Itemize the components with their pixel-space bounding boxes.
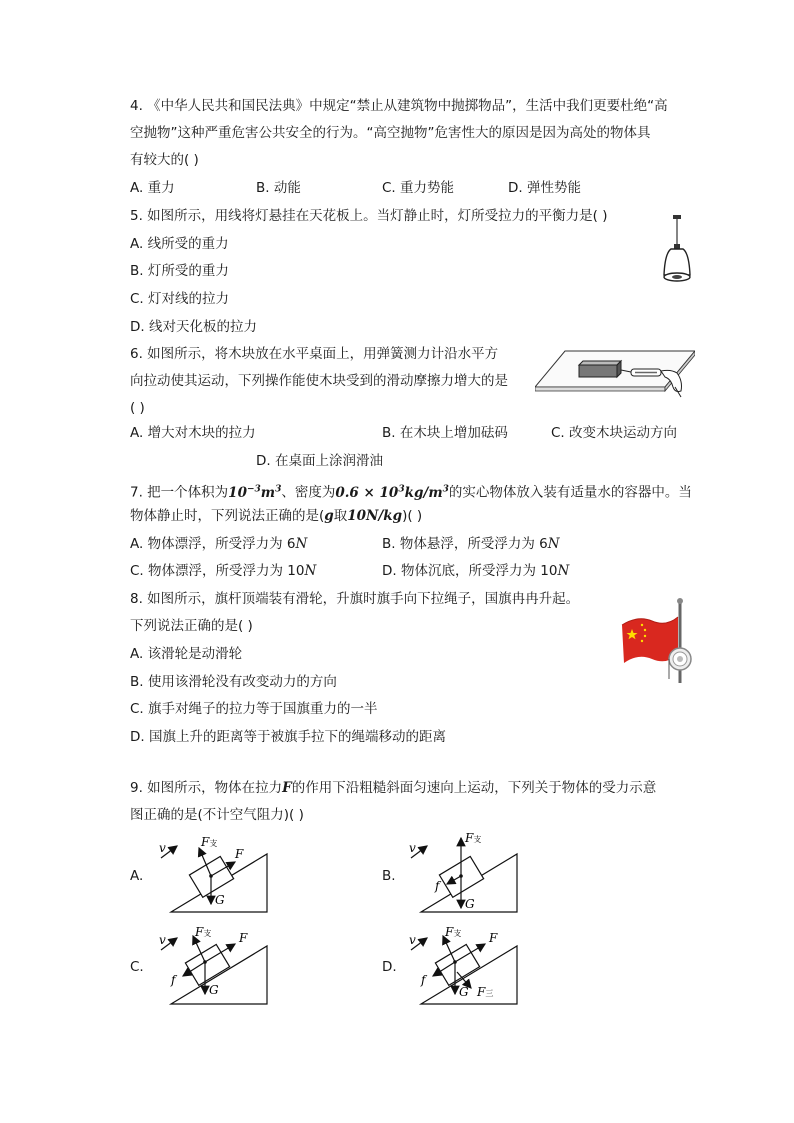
q8-line2: 下列说法正确的是( ) xyxy=(130,618,253,634)
q7-text-part1: 7. 把一个体积为 xyxy=(130,484,229,501)
q7-density-unit-exp: 3 xyxy=(442,484,449,494)
q7-density xyxy=(335,485,449,501)
support-force-label: F支 xyxy=(201,835,218,849)
flag-pulley-figure xyxy=(618,597,694,685)
q7-option-b xyxy=(382,535,560,553)
q4-option-a: A. 重力 xyxy=(130,180,175,196)
q6-line2: 向拉动使其运动，下列操作能使木块受到的滑动摩擦力增大的是 xyxy=(130,373,508,389)
q6-option-d: D. 在桌面上涂润滑油 xyxy=(256,453,383,469)
gravity-label: G xyxy=(459,985,469,999)
q7-option-d-unit: N xyxy=(557,563,570,579)
q6-line1: 6. 如图所示，将木块放在水平桌面上，用弹簧测力计沿水平方 xyxy=(130,346,499,362)
q6-option-a: A. 增大对木块的拉力 xyxy=(130,425,256,441)
q7-line2-c: )( ) xyxy=(402,508,423,524)
q7-line1 xyxy=(130,480,692,502)
q9-option-c-label: C. xyxy=(130,959,144,975)
q7-line2 xyxy=(130,507,422,525)
pressure-force-label: F三 xyxy=(477,985,494,999)
q4-line2: 空抛物”这种严重危害公共安全的行为。“高空抛物”危害性大的原因是因为高处的物体具 xyxy=(130,125,651,141)
q4-line3: 有较大的( ) xyxy=(130,152,199,168)
q5-stem: 5. 如图所示，用线将灯悬挂在天花板上。当灯静止时，灯所受拉力的平衡力是( ) xyxy=(130,208,608,224)
force-diagram-b xyxy=(405,830,525,916)
gravity-label: G xyxy=(215,893,225,907)
force-diagram-a xyxy=(155,830,275,916)
q4-option-b: B. 动能 xyxy=(256,180,301,196)
support-force-label: F支 xyxy=(195,925,212,939)
friction-label: f xyxy=(435,879,440,893)
q9-option-a-label: A. xyxy=(130,868,144,884)
pull-force-label: F xyxy=(235,847,244,861)
q8-option-a: A. 该滑轮是动滑轮 xyxy=(130,646,243,662)
q7-volume-unit: m xyxy=(260,484,276,501)
q9-option-d-label: D. xyxy=(382,959,397,975)
q9-line2: 图正确的是(不计空气阻力)( ) xyxy=(130,807,304,823)
q7-line2-a: 物体静止时，下列说法正确的是( xyxy=(130,508,325,524)
q8-option-d: D. 国旗上升的距离等于被旗手拉下的绳端移动的距离 xyxy=(130,729,446,745)
velocity-label: v xyxy=(409,933,416,947)
q7-line2-b: 取 xyxy=(333,508,348,524)
q7-volume xyxy=(228,485,281,501)
q7-option-b-unit: N xyxy=(547,536,560,552)
q8-option-b: B. 使用该滑轮没有改变动力的方向 xyxy=(130,674,337,690)
q7-volume-unit-exp: 3 xyxy=(275,484,282,494)
q5-option-c: C. 灯对线的拉力 xyxy=(130,291,230,307)
q7-option-c-text: C. 物体漂浮，所受浮力为 10 xyxy=(130,563,305,579)
q7-volume-exp: −3 xyxy=(246,484,261,494)
velocity-label: v xyxy=(159,933,166,947)
force-diagram-c xyxy=(155,922,275,1008)
q7-option-a xyxy=(130,535,307,553)
q7-density-unit: kg/m xyxy=(404,484,443,501)
velocity-label: v xyxy=(159,841,166,855)
gravity-label: G xyxy=(465,897,475,911)
q4-option-c: C. 重力势能 xyxy=(382,180,455,196)
q8-line1: 8. 如图所示，旗杆顶端装有滑轮，升旗时旗手向下拉绳子，国旗冉冉升起。 xyxy=(130,591,580,607)
q6-option-c: C. 改变木块运动方向 xyxy=(551,425,678,441)
q4-option-d: D. 弹性势能 xyxy=(508,180,581,196)
q7-g-symbol: g xyxy=(324,508,334,524)
q5-option-a: A. 线所受的重力 xyxy=(130,236,229,252)
q7-volume-base: 10 xyxy=(228,484,247,501)
q9-line1-a: 9. 如图所示，物体在拉力 xyxy=(130,780,283,796)
pull-force-label: F xyxy=(489,931,498,945)
pull-force-label: F xyxy=(239,931,248,945)
friction-label: f xyxy=(171,973,176,987)
velocity-label: v xyxy=(409,841,416,855)
q9-line1 xyxy=(130,779,656,797)
q7-text-part2: 、密度为 xyxy=(281,484,336,501)
hanging-lamp-figure xyxy=(655,215,700,287)
block-spring-scale-figure xyxy=(535,343,695,413)
q9-force-symbol: F xyxy=(282,780,292,796)
q6-line3: ( ) xyxy=(130,400,145,416)
q7-density-coef: 0.6 × 10 xyxy=(335,484,399,501)
support-force-label: F支 xyxy=(445,925,462,939)
q7-g-value: 10N/kg xyxy=(347,508,403,524)
support-force-label: F支 xyxy=(465,831,482,845)
q7-density-exp: 3 xyxy=(398,484,405,494)
q7-option-a-text: A. 物体漂浮，所受浮力为 6 xyxy=(130,536,296,552)
q5-option-b: B. 灯所受的重力 xyxy=(130,263,229,279)
q6-option-b: B. 在木块上增加砝码 xyxy=(382,425,508,441)
q4-line1: 4. 《中华人民共和国民法典》中规定“禁止从建筑物中抛掷物品”，生活中我们更要杜绝“高 xyxy=(130,98,668,114)
friction-label: f xyxy=(421,973,426,987)
q9-line1-b: 的作用下沿粗糙斜面匀速向上运动，下列关于物体的受力示意 xyxy=(291,780,657,796)
q7-option-c-unit: N xyxy=(304,563,317,579)
q7-option-a-unit: N xyxy=(295,536,308,552)
q7-option-d-text: D. 物体沉底，所受浮力为 10 xyxy=(382,563,558,579)
q5-option-d: D. 线对天化板的拉力 xyxy=(130,319,257,335)
force-diagram-d xyxy=(405,922,525,1008)
q7-option-d xyxy=(382,562,569,580)
q9-option-b-label: B. xyxy=(382,868,396,884)
q8-option-c: C. 旗手对绳子的拉力等于国旗重力的一半 xyxy=(130,701,378,717)
q7-option-b-text: B. 物体悬浮，所受浮力为 6 xyxy=(382,536,548,552)
q7-option-c xyxy=(130,562,316,580)
gravity-label: G xyxy=(209,983,219,997)
q7-text-part3: 的实心物体放入装有适量水的容器中。当 xyxy=(448,484,692,501)
